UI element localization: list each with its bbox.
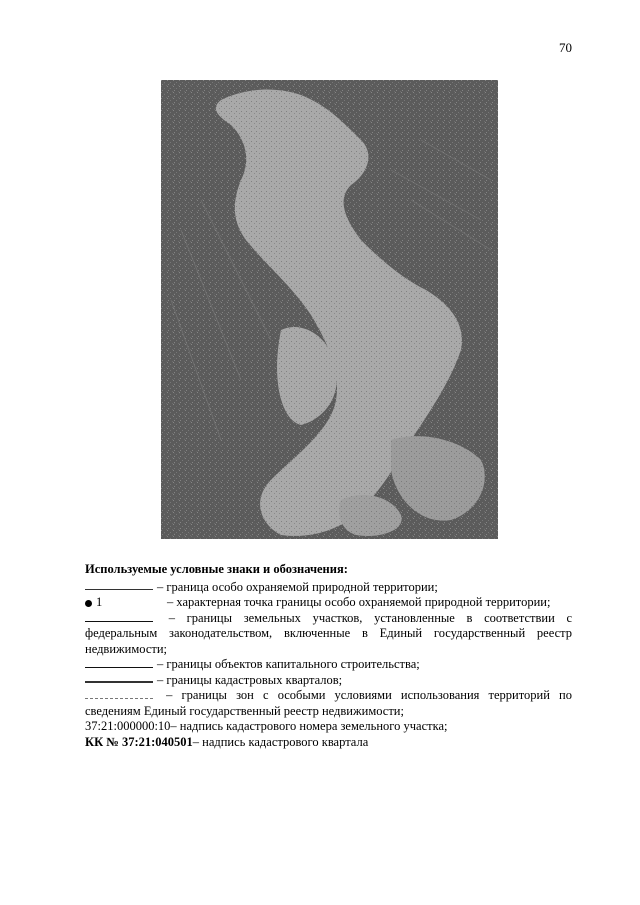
legend-item-protected-area-boundary bbox=[85, 580, 572, 596]
legend-item-land-plot-boundaries bbox=[85, 611, 572, 658]
land-plot-boundary-line-symbol bbox=[85, 614, 153, 624]
page-number: 70 bbox=[559, 40, 572, 55]
cadastral-quarter-label-sample: КК № 37:21:040501 bbox=[85, 734, 193, 749]
boundary-point-symbol bbox=[85, 595, 163, 611]
legend-item-text: – надпись кадастрового квартала bbox=[192, 734, 369, 749]
legend-item-construction-boundaries bbox=[85, 657, 572, 673]
legend-item-cadastral-quarter-label bbox=[85, 735, 572, 751]
aerial-map-svg bbox=[161, 80, 498, 539]
legend-item-text: – надпись кадастрового номера земельного участка; bbox=[170, 719, 448, 733]
legend-title: Используемые условные знаки и обозначения: bbox=[85, 562, 348, 576]
legend-item-text: – границы кадастровых кварталов; bbox=[157, 672, 343, 687]
point-dot-icon bbox=[85, 600, 92, 607]
legend-item-text: – границы объектов капитального строительства; bbox=[157, 657, 420, 671]
cadastral-quarter-boundary-line-symbol bbox=[85, 675, 153, 685]
legend-item-boundary-point bbox=[85, 595, 572, 611]
construction-boundary-line-symbol bbox=[85, 660, 153, 670]
legend-item-text: – граница особо охраняемой природной территории; bbox=[157, 579, 438, 594]
legend-item-land-plot-number bbox=[85, 719, 572, 735]
special-zone-boundary-line-symbol bbox=[85, 691, 153, 701]
legend-item-text: – характерная точка границы особо охраняемой природной территории; bbox=[167, 595, 551, 609]
legend-item-text: – границы зон с особыми условиями использования территорий по сведениям Единый государственный реестр недвижимости; bbox=[85, 688, 572, 718]
legend-item-text: – границы земельных участков, установленные в соответствии с федеральным законодательством, включенные в Единый государственный реестр недвижимости; bbox=[85, 610, 572, 656]
legend-item-cadastral-quarter-boundaries bbox=[85, 673, 572, 689]
aerial-map-image bbox=[161, 80, 498, 539]
legend-item-special-zones bbox=[85, 688, 572, 719]
legend bbox=[85, 562, 572, 750]
point-number-label: 1 bbox=[96, 595, 103, 609]
protected-area-boundary-line-symbol bbox=[85, 582, 153, 592]
land-plot-number-sample: 37:21:000000:10 bbox=[85, 719, 171, 733]
